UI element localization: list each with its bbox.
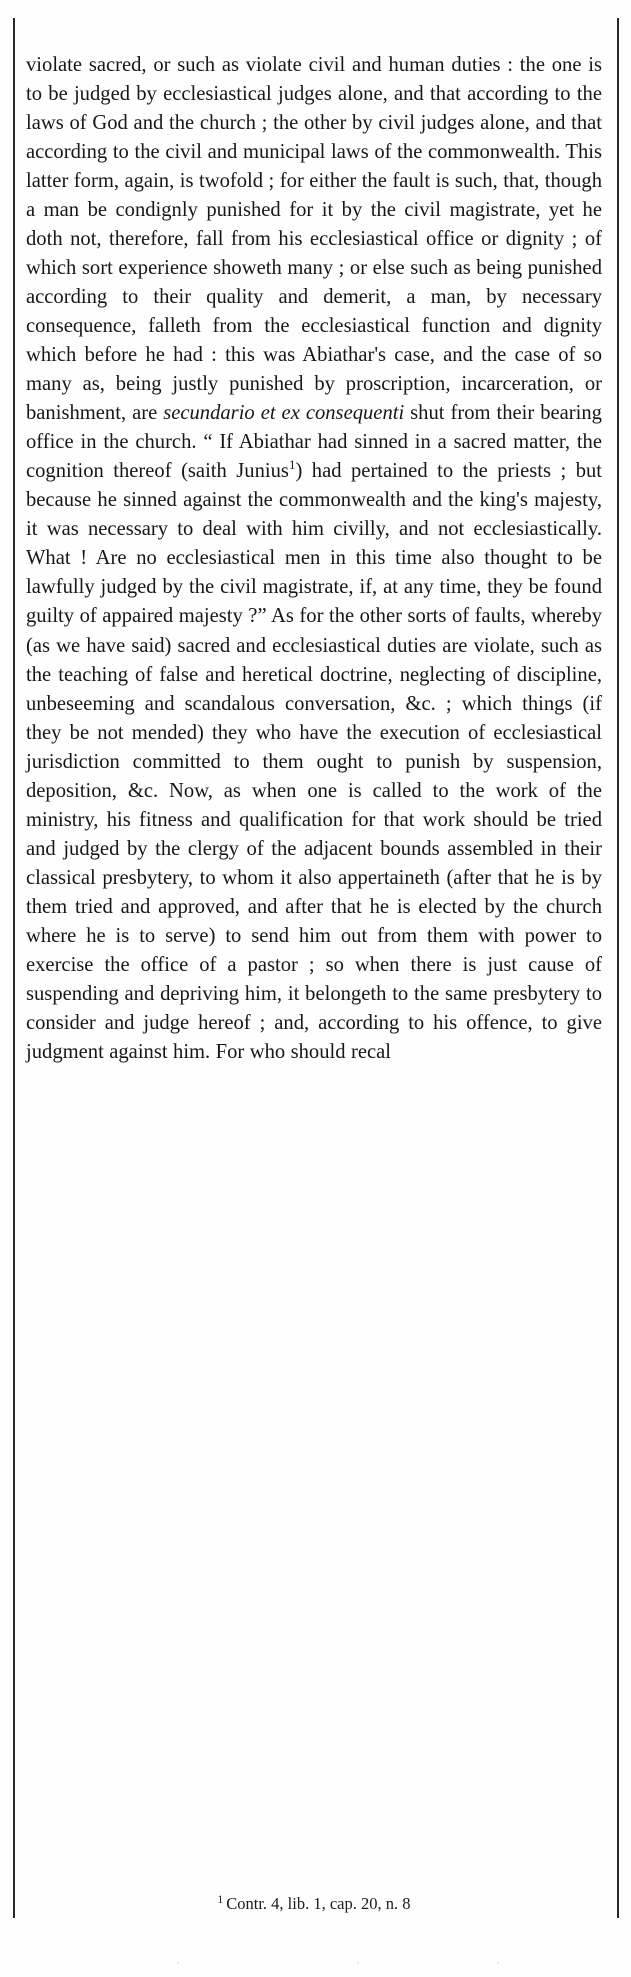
bottom-mark-2: · bbox=[356, 1955, 361, 1970]
footnote bbox=[26, 1893, 602, 1915]
text-column bbox=[26, 30, 602, 1088]
page-border-left bbox=[13, 18, 15, 1918]
body-text-segment-1: violate sacred, or such as violate civil and human duties : the one is to be judged by ecclesiastical judges alone, and that according to the laws of God and the church ; the other by civil judges alone, and that according to the civil and municipal laws of the commonwealth. This latter form, again, is twofold ; for either the fault is such, that, though a man be condignly punished for it by the civil magistrate, yet he doth not, therefore, fall from his ecclesiastical office or dignity ; of which sort experience showeth many ; or else such as being punished according to their quality and demerit, a man, by necessary consequence, falleth from the ecclesiastical function and dignity which before he had : this was Abiathar's case, and the case of so many as, being justly punished by proscription, incarceration, or banishment, are bbox=[26, 53, 602, 425]
bottom-mark-1: · bbox=[176, 1955, 181, 1970]
body-text-segment-3: ) had pertained to the priests ; but because he sinned against the commonwealth and the king's majesty, it was necessary to deal with him civilly, and not ecclesiastically. What ! Are no ecclesiastical men in this time also thought to be lawfully judged by the civil magistrate, if, at any time, they be found guilty of appaired majesty ?” As for the other sorts of faults, whereby (as we have said) sacred and ecclesiastical duties are violate, such as the teaching of false and heretical doctrine, neglecting of discipline, unbeseeming and scandalous conversation, &c. ; which things (if they be not mended) they who have the execution of ecclesiastical jurisdiction committed to them ought to punish by suspension, deposition, &c. Now, as when one is called to the work of the ministry, his fitness and qualification for that work should be tried and judged by the clergy of the adjacent bounds assembled in their classical presbytery, to whom it also appertaineth (after that he is by them tried and approved, and after that he is elected by the church where he is to serve) to send him out from them with power to exercise the office of a pastor ; so when there is just cause of suspending and depriving him, it belongeth to the same presbytery to consider and judge hereof ; and, according to his offence, to give judgment against him. For who should recal bbox=[26, 460, 603, 1064]
body-text-segment-2: shut from their bearing office in the church. “ If Abiathar had sinned in a sacred matter, the cognition thereof (saith Junius bbox=[26, 402, 602, 483]
footnote-reference-marker[interactable]: 1 bbox=[288, 457, 296, 473]
body-paragraph bbox=[26, 51, 602, 1068]
footnote-marker: 1 bbox=[217, 1893, 224, 1906]
bottom-mark-3: · bbox=[496, 1955, 501, 1970]
page-bottom-marks bbox=[26, 1955, 602, 1969]
page-border-right bbox=[617, 18, 619, 1918]
footnote-text: Contr. 4, lib. 1, cap. 20, n. 8 bbox=[226, 1894, 411, 1913]
body-text-italic-latin: secundario et ex consequenti bbox=[163, 402, 405, 425]
